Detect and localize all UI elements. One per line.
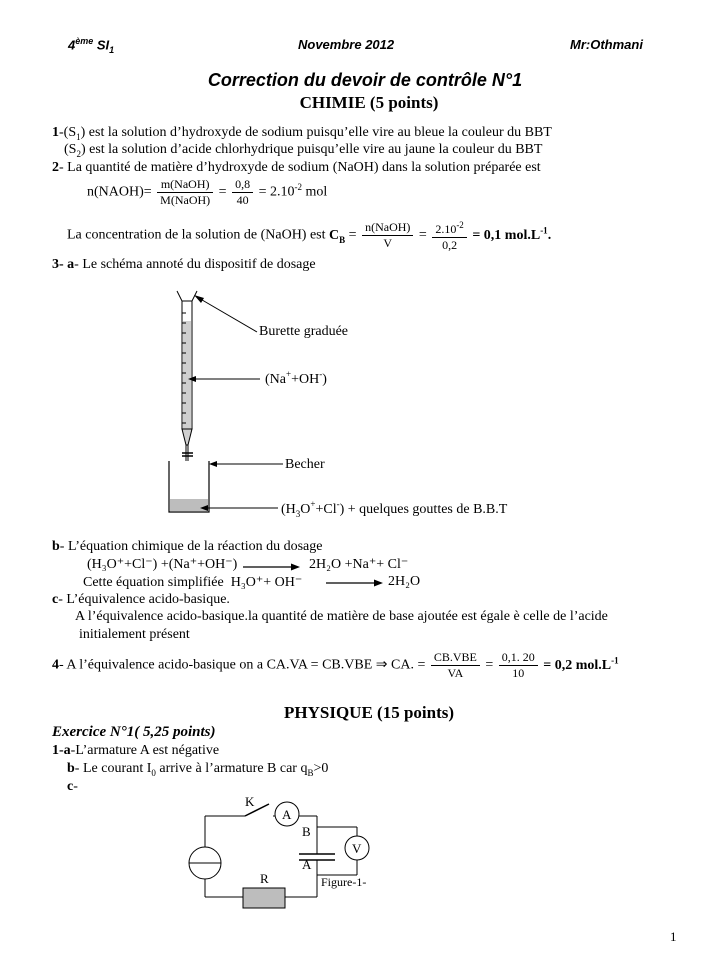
q2-formula: n(NAOH)= m(NaOH) M(NaOH) = $\frac{0,8}{40}$ = $2.10^{-2}$ mol [87,177,328,207]
fraction-cb-vbe: CB.VBE VA [431,650,480,681]
p1b-text: b- Le courant $I_0$ arrive à l’armature B car $q_B>0$ [67,761,329,778]
q3b-simp-right: 2H₂O [388,574,421,589]
label-plate-b: B [302,824,311,839]
generator-icon [189,847,221,879]
q1-line1: $1-(S_1)$ est la solution d’hydroxyde de sodium puisqu’elle vire au bleue la couleur du BBT [52,125,552,142]
fraction-n-over-V: n(NaOH) V [362,220,413,251]
q3b-simplified: Cette équation simplifiée H₃O⁺+ OH⁻ [83,575,303,590]
resistor-icon [243,888,285,908]
figure-caption: Figure-1- [321,875,367,889]
q2-text: 2- La quantité de matière d’hydroxyde de sodium (NaOH) dans la solution préparée est [52,160,541,175]
fraction-values: $\frac{0,8}{40}$ [232,177,253,208]
label-k: K [245,794,255,809]
exercice-title: Exercice N°1( 5,25 points) [52,724,216,740]
date: Novembre 2012 [298,37,395,52]
label-becher: Becher [285,457,325,472]
q3c-line3: initialement présent [79,627,190,642]
becher-icon [169,461,209,512]
chimie-title: CHIMIE (5 points) [299,93,439,112]
physique-title: PHYSIQUE (15 points) [283,703,455,722]
burette-icon [177,291,197,461]
q3c-line2: A l’équivalence acido-basique.la quantité de matière de base ajoutée est égale è celle de l’acide [75,609,608,624]
page-number: 1 [670,929,677,944]
fraction-q4-values: $\frac{0,1. 20}{10}$ [499,650,538,681]
page-title: Correction du devoir de contrôle N°1 [207,70,523,90]
teacher-name: Mr:Othmani [570,37,643,52]
class-label: 4ème $SI_1$ [68,36,115,55]
p1c-text: c- [67,779,78,794]
q3a-text: 3- a- Le schéma annoté du dispositif de dosage [52,257,316,272]
q2-concentration: La concentration de la solution de (NaOH) est $C_B$ = n(NaOH) V = $\frac{2.10^{-2}}{0,2}$ = 0,1 $mol.L^{-1}$. [67,220,552,252]
q1-line2: $(S_2)$ est la solution d’acide chlorhydrique puisqu’elle vire au jaune la couleur du BBT [64,142,543,159]
label-acid: $(H_3O^++Cl^-)$ + quelques gouttes de B.B.T [281,499,508,519]
label-ammeter: A [282,807,292,822]
arrow-icon [243,562,301,572]
label-naoh: (Na++OH-) [265,369,327,387]
dosage-diagram [160,285,540,525]
q4-text: 4- A l’équivalence acido-basique on a CA.VA = CB.VBE ⇒ CA. = CB.VBE VA = $\frac{0,1. 20}{10}$ = 0,2 $mol.L^{-1}$ [52,650,619,680]
p1a-text: 1-a-L’armature A est négative [52,743,220,758]
label-burette: Burette graduée [259,324,349,339]
arrow-icon [326,578,384,588]
q3b-eq-right: 2H₂O +Na⁺+ Cl⁻ [309,557,409,572]
circuit-diagram [185,790,385,915]
label-resistor: R [260,871,269,886]
label-plate-a: A [302,857,312,872]
fraction-m-over-M: m(NaOH) M(NaOH) [157,177,213,208]
label-voltmeter: V [352,841,362,856]
fraction-conc-values: $\frac{2.10^{-2}}{0,2}$ [432,218,467,253]
q3b-text: b- L’équation chimique de la réaction du dosage [52,539,323,554]
q3b-eq-left: (H₃O⁺+Cl⁻) +(Na⁺+OH⁻) [87,557,238,572]
q3c-text: c- L’équivalence acido-basique. [52,592,230,607]
